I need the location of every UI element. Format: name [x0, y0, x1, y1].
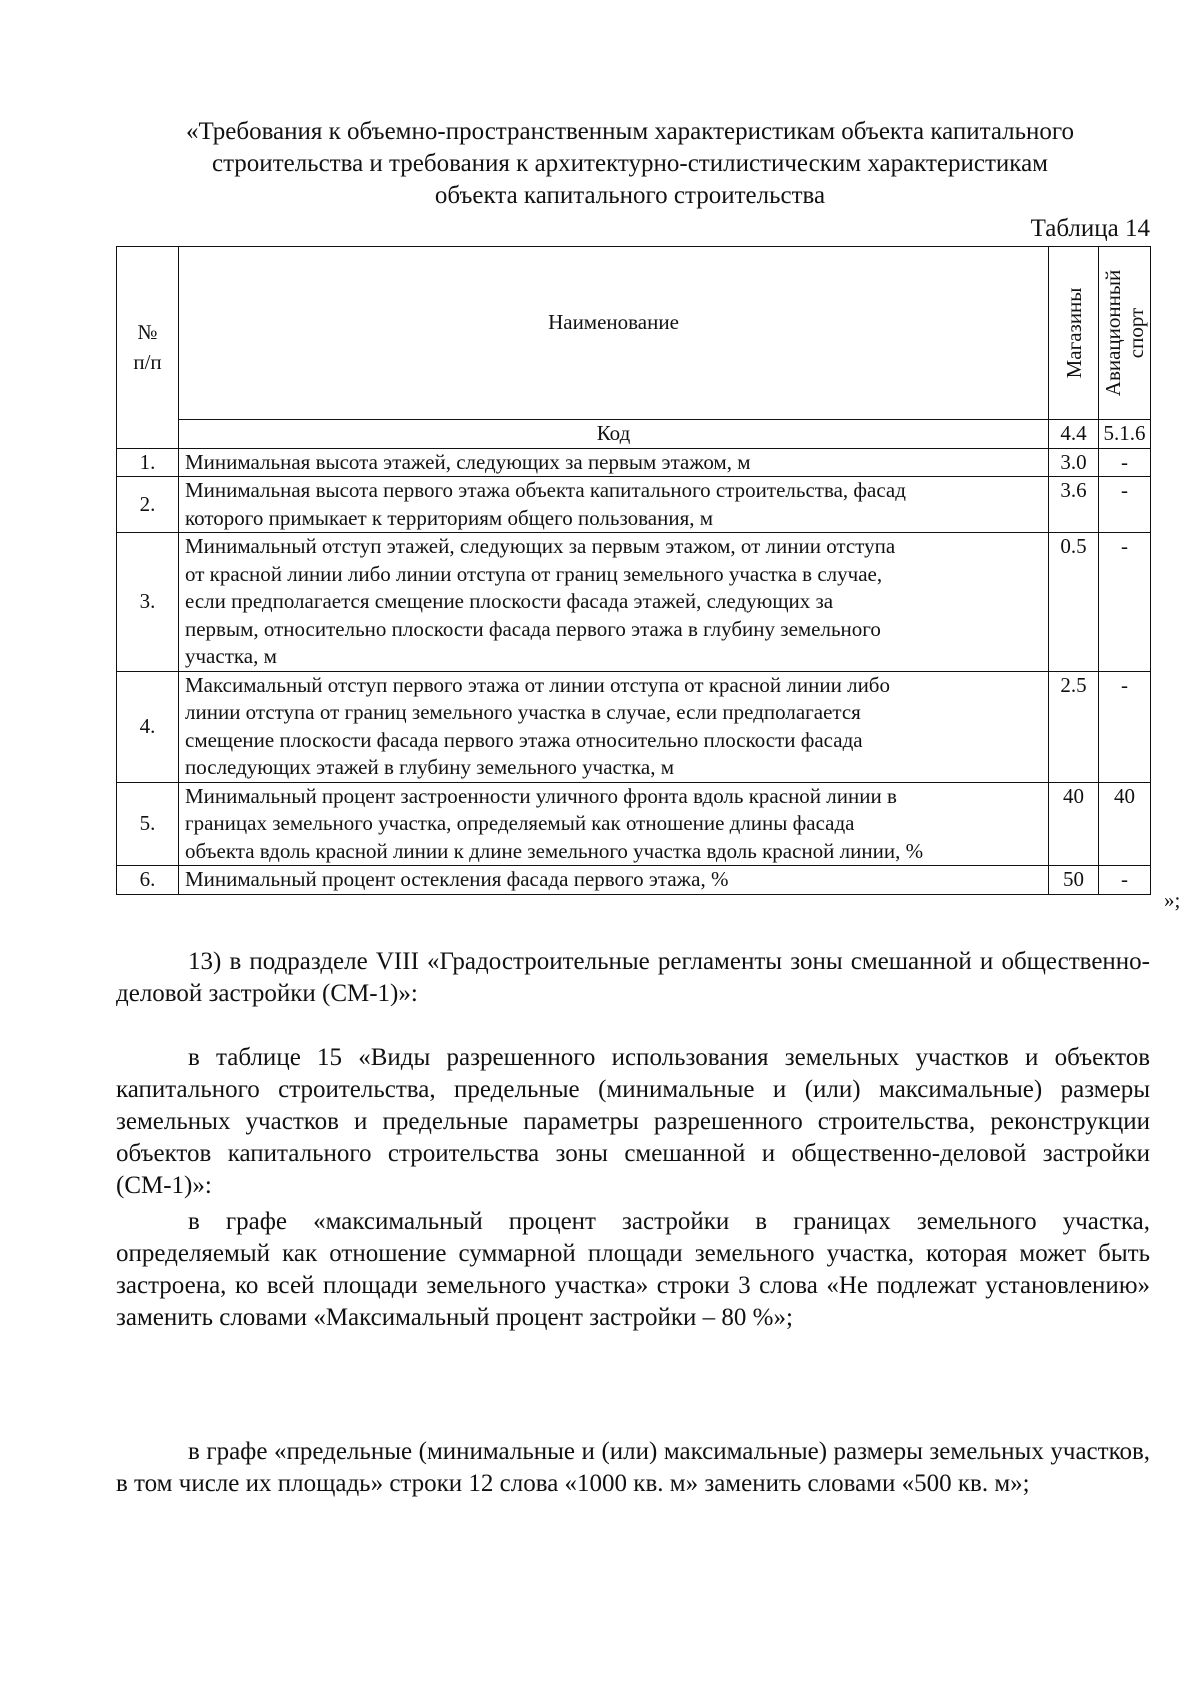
document-heading [110, 116, 1150, 212]
header-col-aviation-label [1102, 270, 1148, 396]
row-name [179, 533, 1049, 672]
header-number-cell [117, 247, 179, 449]
heading-line: строительства и требования к архитектурно-стилистическим характеристикам [211, 150, 1048, 177]
header-number-symbol: № [137, 320, 158, 345]
row-name-line: объекта вдоль красной линии к длине земельного участка вдоль красной линии, % [185, 838, 924, 863]
row-value: - [1099, 477, 1151, 533]
requirements-table [116, 246, 1151, 895]
row-value: 3.6 [1049, 477, 1099, 533]
row-name-line: границах земельного участка, определяемый как отношение длины фасада [185, 811, 855, 835]
row-number: 5. [117, 782, 179, 866]
row-name [179, 671, 1049, 782]
row-name-line: Минимальная высота этажей, следующих за первым этажом, м [185, 449, 751, 474]
row-number: 4. [117, 671, 179, 782]
row-name-line: последующих этажей в глубину земельного участка, м [185, 755, 675, 779]
row-value: - [1099, 533, 1151, 672]
row-name-line: от красной линии либо линии отступа от границ земельного участка в случае, [185, 561, 883, 586]
row-value: - [1099, 671, 1151, 782]
row-name-line: если предполагается смещение плоскости фасада этажей, следующих за [185, 589, 834, 613]
row-name-line: Минимальная высота первого этажа объекта капитального строительства, фасад [185, 478, 906, 502]
row-name-line: участка, м [185, 644, 277, 668]
row-name-line: Максимальный отступ первого этажа от линии отступа от красной линии либо [185, 672, 890, 697]
paragraph-text: в графе «максимальный процент застройки в границах земельного участка, определяемый как отношение суммарной площади земельного участка, которая может быть застроена, ко всей площади земельного участка» строки 3 слова «Не подлежат установлению» заменить словами «Максимальный процент застройки – 80 %»; [116, 1208, 1150, 1331]
table-caption: Таблица 14 [1030, 215, 1150, 242]
row-value: 50 [1049, 866, 1099, 895]
row-name-line: которого примыкает к территориям общего пользования, м [185, 505, 714, 530]
paragraph-text: в таблице 15 «Виды разрешенного использования земельных участков и объектов капитального строительства, предельные (минимальные и (или) максимальные) размеры земельных участков и предельные параметры разрешенного строительства, реконструкции объектов капитального строительства зоны смешанной и общественно-деловой застройки (СМ-1)»: [116, 1044, 1150, 1199]
header-col-shops [1049, 247, 1099, 420]
table-row [117, 671, 1151, 782]
row-value: 2.5 [1049, 671, 1099, 782]
row-name-line: Минимальный процент остекления фасада первого этажа, % [185, 867, 729, 891]
row-name [179, 866, 1049, 895]
row-name-line: Минимальный отступ этажей, следующих за первым этажом, от линии отступа [185, 534, 896, 558]
header-col-aviation [1099, 247, 1151, 420]
row-name [179, 448, 1049, 477]
paragraph-text: 13) в подразделе VIII «Градостроительные регламенты зоны смешанной и общественно-деловой застройки (СМ-1)»: [116, 948, 1150, 1007]
table-closing-mark: »; [1164, 888, 1181, 912]
row-number: 1. [117, 448, 179, 477]
table-row [117, 533, 1151, 672]
paragraph [116, 1042, 1150, 1202]
row-value: 40 [1099, 782, 1151, 866]
row-name-line: первым, относительно плоскости фасада первого этажа в глубину земельного [185, 616, 881, 641]
row-value: - [1099, 448, 1151, 477]
row-value: 0.5 [1049, 533, 1099, 672]
row-name [179, 782, 1049, 866]
code-value: 4.4 [1049, 420, 1099, 449]
code-row [117, 420, 1151, 449]
table-header-row [117, 247, 1151, 420]
table-row [117, 866, 1151, 895]
header-name: Наименование [548, 310, 679, 335]
row-name [179, 477, 1049, 533]
paragraph [116, 1436, 1150, 1500]
row-value: 40 [1049, 782, 1099, 866]
row-number: 3. [117, 533, 179, 672]
row-value: - [1099, 866, 1151, 895]
table-row [117, 782, 1151, 866]
heading-line: «Требования к объемно-пространственным характеристикам объекта капитального [185, 118, 1075, 145]
code-label: Код [179, 420, 1049, 449]
heading-line: объекта капитального строительства [434, 182, 826, 209]
header-name-cell [179, 247, 1049, 420]
row-number: 2. [117, 477, 179, 533]
table-row [117, 477, 1151, 533]
row-name-line: линии отступа от границ земельного участка в случае, если предполагается [185, 700, 861, 724]
row-number: 6. [117, 866, 179, 895]
row-value: 3.0 [1049, 448, 1099, 477]
paragraph [116, 946, 1150, 1010]
row-name-line: смещение плоскости фасада первого этажа относительно плоскости фасада [185, 727, 863, 752]
header-number-abbr: п/п [133, 350, 162, 375]
row-name-line: Минимальный процент застроенности уличного фронта вдоль красной линии в [185, 783, 897, 808]
table-row [117, 448, 1151, 477]
header-col-aviation-line: спорт [1123, 307, 1148, 359]
header-col-aviation-line: Авиационный [1100, 269, 1125, 397]
paragraph [116, 1206, 1150, 1334]
code-value: 5.1.6 [1099, 420, 1151, 449]
paragraph-text: в графе «предельные (минимальные и (или) максимальные) размеры земельных участков, в том числе их площадь» строки 12 слова «1000 кв. м» заменить словами «500 кв. м»; [116, 1438, 1150, 1497]
header-col-shops-label: Магазины [1061, 287, 1086, 379]
